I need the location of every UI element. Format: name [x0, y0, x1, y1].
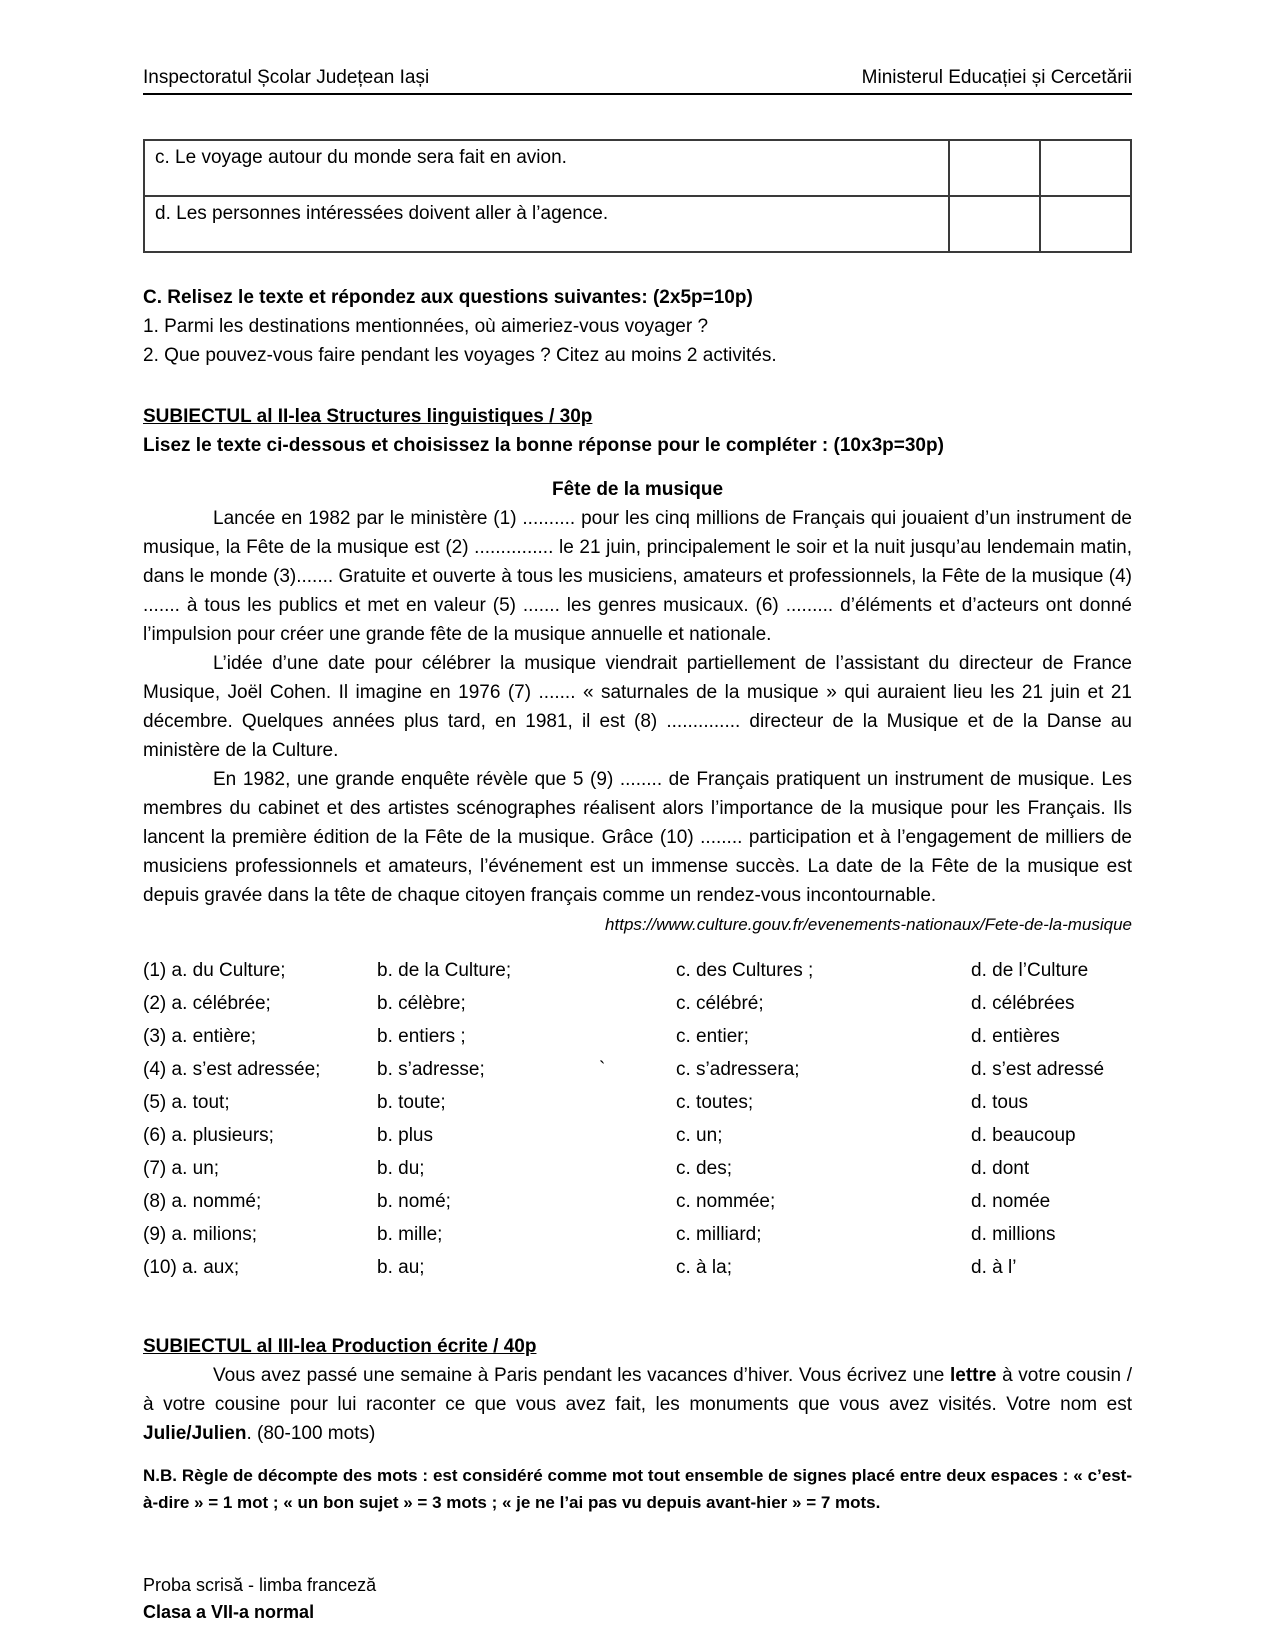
option-b: b. du;	[377, 1158, 425, 1179]
subject-2-instruction: Lisez le texte ci-dessous et choisissez la bonne réponse pour le compléter : (10x3p=30p)	[143, 435, 944, 456]
reading-paragraph-2: L’idée d’une date pour célébrer la musique viendrait partiellement de l’assistant du directeur de France Musique, Joël Cohen. Il imagine en 1976 (7) ....... « saturnales de la musique » qui auraient lieu les 21 juin et 21 décembre. Quelques années plus tard, en 1981, il est (8) .............. directeur de la Musique et de la Danse au ministère de la Culture.	[143, 653, 1132, 761]
option-b: b. de la Culture;	[377, 960, 512, 981]
option-c: c. des;	[676, 1158, 732, 1179]
option-d: d. à l’	[971, 1257, 1017, 1278]
option-d: d. célébrées	[971, 993, 1075, 1014]
subject-3-section	[143, 1332, 1132, 1516]
option-row	[143, 1086, 1132, 1119]
option-b: b. célèbre;	[377, 993, 466, 1014]
option-c: c. nommée;	[676, 1191, 776, 1212]
subject-2-heading: SUBIECTUL al II-lea Structures linguistiques / 30p	[143, 406, 593, 427]
true-false-table	[143, 139, 1132, 253]
subject-2-section	[143, 402, 1132, 460]
option-d: d. dont	[971, 1158, 1030, 1179]
statement-cell: d. Les personnes intéressées doivent aller à l’agence.	[144, 196, 949, 252]
section-c-question-1: 1. Parmi les destinations mentionnées, où aimeriez-vous voyager ?	[143, 316, 709, 337]
answer-box	[949, 196, 1040, 252]
option-b: b. nomé;	[377, 1191, 451, 1212]
answer-box	[1040, 140, 1131, 196]
option-c: c. des Cultures ;	[676, 960, 814, 981]
nb-word-count-rule: N.B. Règle de décompte des mots : est considéré comme mot tout ensemble de signes placé entre deux espaces : « c’est-à-dire » = 1 mot ; « un bon sujet » = 3 mots ; « je ne l’ai pas vu depuis avant-hier » = 7 mots.	[143, 1466, 1132, 1512]
section-c-question-2: 2. Que pouvez-vous faire pendant les voyages ? Citez au moins 2 activités.	[143, 345, 777, 366]
subject-3-heading: SUBIECTUL al III-lea Production écrite / 40p	[143, 1336, 537, 1357]
option-a: (2) a. célébrée;	[143, 993, 271, 1014]
option-c: c. s’adressera;	[676, 1059, 800, 1080]
option-row	[143, 1218, 1132, 1251]
option-d: d. nomée	[971, 1191, 1051, 1212]
option-d: d. tous	[971, 1092, 1029, 1113]
header-right-ministry: Ministerul Educației și Cercetării	[861, 67, 1132, 88]
options-list	[143, 954, 1132, 1284]
footer-class-name: Clasa a VII-a normal	[143, 1602, 315, 1622]
task-text: . (80-100 mots)	[246, 1423, 376, 1444]
subject-3-task	[143, 1361, 1132, 1448]
option-a: (5) a. tout;	[143, 1092, 230, 1113]
option-row	[143, 1119, 1132, 1152]
option-c: c. milliard;	[676, 1224, 762, 1245]
option-a: (4) a. s’est adressée;	[143, 1059, 321, 1080]
reading-paragraph-1: Lancée en 1982 par le ministère (1) .......... pour les cinq millions de Français qui jouaient d’un instrument de musique, la Fête de la musique est (2) ............... le 21 juin, principalement le soir et la nuit jusqu’au lendemain matin, dans le monde (3)....... Gratuite et ouverte à tous les musiciens, amateurs et professionnels, la Fête de la musique (4) ....... à tous les publics et met en valeur (5) ....... les genres musicaux. (6) ......... d’éléments et d’acteurs ont donné l’impulsion pour créer une grande fête de la musique annuelle et nationale.	[143, 508, 1132, 645]
option-row	[143, 1185, 1132, 1218]
option-d: d. de l’Culture	[971, 960, 1089, 981]
option-d: d. beaucoup	[971, 1125, 1076, 1146]
footer-exam-name: Proba scrisă - limba franceză	[143, 1575, 377, 1595]
page-footer	[143, 1572, 376, 1626]
page-header	[143, 66, 1132, 95]
option-d: d. s’est adressé	[971, 1059, 1105, 1080]
option-d: d. entières	[971, 1026, 1060, 1047]
header-left-institution: Inspectoratul Școlar Județean Iași	[143, 67, 430, 88]
option-row	[143, 1020, 1132, 1053]
option-b: b. s’adresse;	[377, 1059, 485, 1080]
option-b: b. plus	[377, 1125, 433, 1146]
table-row	[144, 140, 1131, 196]
task-bold-lettre: lettre	[949, 1365, 997, 1386]
option-a: (7) a. un;	[143, 1158, 220, 1179]
answer-box	[949, 140, 1040, 196]
task-text: Vous avez passé une semaine à Paris pendant les vacances d’hiver. Vous écrivez une	[213, 1365, 950, 1386]
option-c: c. à la;	[676, 1257, 732, 1278]
table-row	[144, 196, 1131, 252]
section-c-heading: C. Relisez le texte et répondez aux questions suivantes: (2x5p=10p)	[143, 287, 753, 308]
option-c: c. entier;	[676, 1026, 749, 1047]
option-b: b. toute;	[377, 1092, 446, 1113]
option-d: d. millions	[971, 1224, 1056, 1245]
section-c	[143, 283, 1132, 370]
source-url: https://www.culture.gouv.fr/evenements-nationaux/Fete-de-la-musique	[605, 915, 1132, 934]
option-row	[143, 1152, 1132, 1185]
option-row	[143, 954, 1132, 987]
stray-accent-mark: `	[599, 1059, 606, 1080]
option-a: (3) a. entière;	[143, 1026, 256, 1047]
option-a: (1) a. du Culture;	[143, 960, 286, 981]
reading-text-title: Fête de la musique	[551, 479, 724, 500]
statement-cell: c. Le voyage autour du monde sera fait en avion.	[144, 140, 949, 196]
answer-box	[1040, 196, 1131, 252]
option-a: (9) a. milions;	[143, 1224, 258, 1245]
option-c: c. toutes;	[676, 1092, 754, 1113]
task-bold-name: Julie/Julien	[143, 1423, 247, 1444]
option-a: (10) a. aux;	[143, 1257, 240, 1278]
option-a: (6) a. plusieurs;	[143, 1125, 274, 1146]
option-a: (8) a. nommé;	[143, 1191, 262, 1212]
option-c: c. célébré;	[676, 993, 764, 1014]
task-text: à votre cousin / à votre cousine pour lui raconter ce que vous avez fait, les monuments que vous avez visités. Votre nom est	[143, 1365, 1132, 1415]
option-row	[143, 1251, 1132, 1284]
option-b: b. au;	[377, 1257, 425, 1278]
option-b: b. entiers ;	[377, 1026, 466, 1047]
option-b: b. mille;	[377, 1224, 443, 1245]
option-c: c. un;	[676, 1125, 723, 1146]
reading-paragraph-3: En 1982, une grande enquête révèle que 5 (9) ........ de Français pratiquent un instrument de musique. Les membres du cabinet et des artistes scénographes réalisent alors l’importance de la musique pour les Français. Ils lancent la première édition de la Fête de la musique. Grâce (10) ........ participation et à l’engagement de milliers de musiciens professionnels et amateurs, l’événement est un immense succès. La date de la Fête de la musique est depuis gravée dans la tête de chaque citoyen français comme un rendez-vous incontournable.	[143, 769, 1132, 906]
option-row	[143, 1053, 1132, 1086]
option-row	[143, 987, 1132, 1020]
